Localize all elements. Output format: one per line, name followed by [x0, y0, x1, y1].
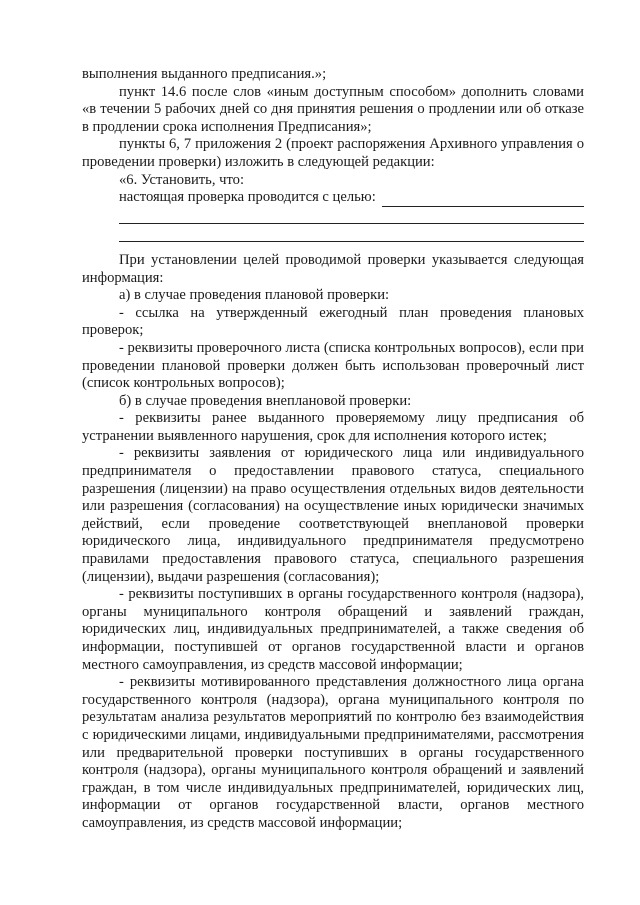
blank-fill-line	[119, 224, 584, 242]
paragraph-items-6-7: пункты 6, 7 приложения 2 (проект распоряжения Архивного управления о проведении проверки) изложить в следующей редакции:	[82, 136, 584, 170]
purpose-fill-line	[82, 189, 584, 207]
blank-fill-line	[382, 194, 584, 207]
paragraph-bullet-checklist: - реквизиты проверочного листа (списка контрольных вопросов), если при проведении плановой проверки должен быть использован проверочный лист (список контрольных вопросов);	[82, 339, 584, 392]
document-page	[82, 66, 584, 833]
paragraph-planned-check: а) в случае проведения плановой проверки:	[119, 287, 390, 304]
paragraph-bullet-appeals: - реквизиты поступивших в органы государственного контроля (надзора), органы муниципального контроля обращений и заявлений граждан, юридических лиц, индивидуальных предпринимателей, а также сведения об информации, поступившей от органов государственной власти и органов местного самоуправления, из средств массовой информации;	[82, 586, 584, 673]
paragraph-bullet-motivated: - реквизиты мотивированного представления должностного лица органа государственного контроля (надзора), органа муниципального контроля по результатам анализа результатов мероприятий по контролю без взаимодействия с юридическими лицами, индивидуальными предпринимателями, рассмотрения или предварительной проверки поступивших в органы государственного контроля (надзора), органы муниципального контроля обращений и заявлений граждан, в том числе индивидуальных предпринимателей, юридических лиц, информации от органов государственной власти, органов местного самоуправления, из средств массовой информации;	[82, 674, 584, 831]
paragraph-item-14-6: пункт 14.6 после слов «иным доступным способом» дополнить словами «в течении 5 рабочих дней со дня принятия решения о продлении или об отказе в продлении срока исполнения Предписания»;	[82, 83, 584, 135]
paragraph-bullet-plan-link: - ссылка на утвержденный ежегодный план проведения плановых проверок;	[82, 304, 584, 339]
paragraph-bullet-prescription: - реквизиты ранее выданного проверяемому лицу предписания об устранении выявленного нарушения, срок для исполнения которого истек;	[82, 410, 584, 444]
paragraph-goals-info: При установлении целей проводимой проверки указывается следующая информация:	[82, 251, 584, 286]
paragraph-bullet-application: - реквизиты заявления от юридического лица или индивидуального предпринимателя о предоставлении правового статуса, специального разрешения (лицензии) на право осуществления отдельных видов деятельности или разрешения (согласования) на осуществление иных юридически значимых действий, если проведение соответствующей внеплановой проверки юридического лица, индивидуального предпринимателя предусмотрено правилами предоставления правового статуса, специального разрешения (лицензии), выдачи разрешения (согласования);	[82, 445, 584, 585]
paragraph-section-6: «6. Установить, что:	[119, 171, 244, 188]
purpose-label: настоящая проверка проводится с целью:	[119, 189, 376, 206]
paragraph-unplanned-check: б) в случае проведения внеплановой проверки:	[119, 392, 412, 409]
blank-fill-line	[119, 207, 584, 225]
paragraph-continuation: выполнения выданного предписания.»;	[82, 66, 327, 82]
